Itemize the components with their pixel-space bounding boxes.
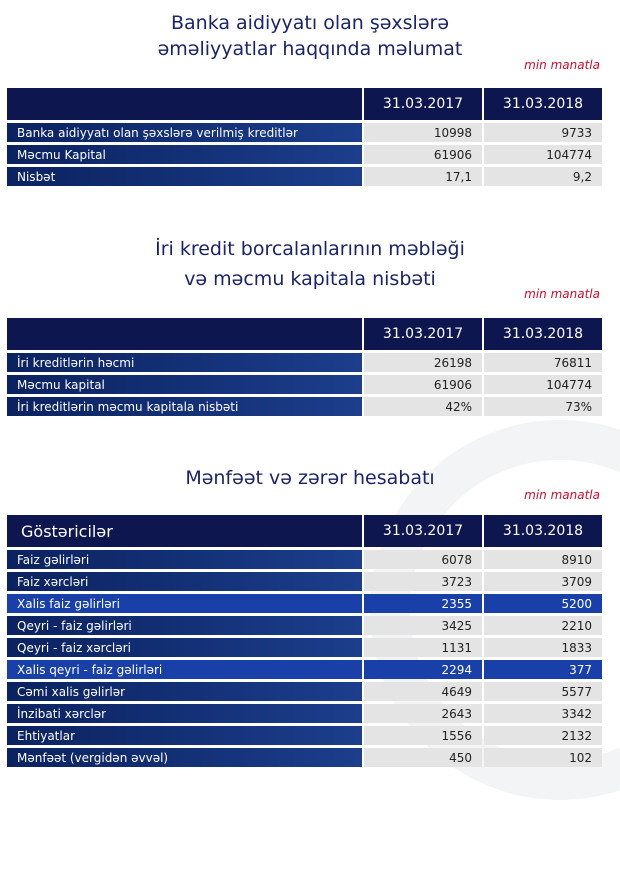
table-row — [7, 145, 602, 164]
row-label: Xalis faiz gəlirləri — [7, 594, 362, 613]
column-header: 31.03.2018 — [484, 515, 602, 547]
row-label: Qeyri - faiz xərcləri — [7, 638, 362, 657]
section-title: və məcmu kapitala nisbəti — [184, 268, 436, 290]
row-value: 1556 — [364, 726, 482, 745]
row-value: 9733 — [484, 123, 602, 142]
large-borrowers-table — [5, 315, 604, 419]
table-header — [7, 318, 602, 350]
row-value: 377 — [484, 660, 602, 679]
column-header — [7, 88, 362, 120]
row-label: İri kreditlərin məcmu kapitala nisbəti — [7, 397, 362, 416]
table-row — [7, 123, 602, 142]
row-value: 3723 — [364, 572, 482, 591]
row-value: 2132 — [484, 726, 602, 745]
table-row — [7, 167, 602, 186]
row-value: 61906 — [364, 145, 482, 164]
row-value: 2210 — [484, 616, 602, 635]
table-header — [7, 88, 602, 120]
row-value: 104774 — [484, 145, 602, 164]
column-header: 31.03.2017 — [364, 318, 482, 350]
row-label: Banka aidiyyatı olan şəxslərə verilmiş kreditlər — [7, 123, 362, 142]
row-value: 2355 — [364, 594, 482, 613]
row-value: 10998 — [364, 123, 482, 142]
row-value: 26198 — [364, 353, 482, 372]
row-value: 3425 — [364, 616, 482, 635]
row-value: 2643 — [364, 704, 482, 723]
row-label: Məcmu kapital — [7, 375, 362, 394]
section-title: İri kredit borcalanlarının məbləği — [155, 238, 465, 260]
table-row — [7, 682, 602, 701]
row-value: 1131 — [364, 638, 482, 657]
table-row — [7, 572, 602, 591]
table-row — [7, 616, 602, 635]
row-value: 1833 — [484, 638, 602, 657]
table-row — [7, 660, 602, 679]
row-value: 4649 — [364, 682, 482, 701]
column-header: 31.03.2017 — [364, 515, 482, 547]
related-parties-table — [5, 85, 604, 189]
row-label: Cəmi xalis gəlirlər — [7, 682, 362, 701]
table-row — [7, 704, 602, 723]
row-value: 9,2 — [484, 167, 602, 186]
column-header: Göstəricilər — [7, 515, 362, 547]
section-title: Mənfəət və zərər hesabatı — [185, 467, 435, 489]
row-label: Faiz xərcləri — [7, 572, 362, 591]
row-value: 3342 — [484, 704, 602, 723]
table-row — [7, 375, 602, 394]
table-row — [7, 353, 602, 372]
section-title: əməliyyatlar haqqında məlumat — [157, 38, 463, 60]
column-header: 31.03.2018 — [484, 318, 602, 350]
row-value: 3709 — [484, 572, 602, 591]
row-value: 104774 — [484, 375, 602, 394]
section-title: Banka aidiyyatı olan şəxslərə — [170, 12, 450, 34]
row-label: Qeyri - faiz gəlirləri — [7, 616, 362, 635]
row-value: 5200 — [484, 594, 602, 613]
row-value: 8910 — [484, 550, 602, 569]
row-value: 6078 — [364, 550, 482, 569]
row-label: İri kreditlərin həcmi — [7, 353, 362, 372]
row-value: 73% — [484, 397, 602, 416]
row-label: Məcmu Kapital — [7, 145, 362, 164]
unit-label: min manatla — [524, 58, 600, 72]
row-value: 2294 — [364, 660, 482, 679]
unit-label: min manatla — [524, 287, 600, 301]
row-value: 17,1 — [364, 167, 482, 186]
table-header — [7, 515, 602, 547]
row-label: İnzibati xərclər — [7, 704, 362, 723]
row-value: 76811 — [484, 353, 602, 372]
row-label: Ehtiyatlar — [7, 726, 362, 745]
row-label: Nisbət — [7, 167, 362, 186]
table-row — [7, 638, 602, 657]
table-row — [7, 726, 602, 745]
unit-label: min manatla — [524, 488, 600, 502]
row-value: 102 — [484, 748, 602, 767]
column-header: 31.03.2018 — [484, 88, 602, 120]
row-label: Xalis qeyri - faiz gəlirləri — [7, 660, 362, 679]
row-value: 61906 — [364, 375, 482, 394]
row-value: 42% — [364, 397, 482, 416]
table-row — [7, 550, 602, 569]
table-row — [7, 594, 602, 613]
row-value: 5577 — [484, 682, 602, 701]
table-row — [7, 397, 602, 416]
column-header: 31.03.2017 — [364, 88, 482, 120]
row-value: 450 — [364, 748, 482, 767]
row-label: Faiz gəlirləri — [7, 550, 362, 569]
column-header — [7, 318, 362, 350]
row-label: Mənfəət (vergidən əvvəl) — [7, 748, 362, 767]
table-row — [7, 748, 602, 767]
profit-loss-table — [5, 512, 604, 770]
